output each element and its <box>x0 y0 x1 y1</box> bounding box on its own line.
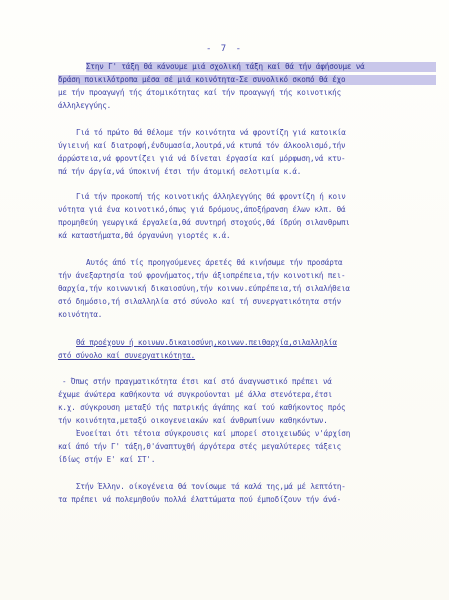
text-line: ίδίως στήν Ε' καί ΣΤ'. <box>58 455 156 464</box>
text-line: κ.χ. σύγκρουση μεταξύ τής πατρικής άγάπης καί τού καθήκοντος πρός <box>58 403 346 412</box>
text-line: Αυτός άπό τίς προηγούμενες άρετές θά κινήσωμε τήν προσάρτα <box>86 258 343 267</box>
text-line: δράση ποικιλότροπα μέσα σέ μιά κοινότητα-Σε συνολικό σκοπό θά έχο <box>58 75 436 85</box>
text-line: άλληλεγγύης. <box>58 101 112 110</box>
text-line: στό δημόσιο,τή σιλαλληλία στό σύνολο καί τή συνεργατικότητα στήν <box>58 297 341 306</box>
page-number: - 7 - <box>205 44 244 54</box>
text-line: κοινότητα. <box>58 310 103 319</box>
text-line: Γιά τήν προκοπή τής κοινοτικής άλληλεγγύης θά φροντίζη ή κοιν <box>76 192 346 201</box>
text-line: - Όπως στήν πραγματικότητα έτσι καί στό άναγνωστικό πρέπει νά <box>62 377 332 386</box>
text-line: Στήν Έλλην. οίκογένεια θά τονίσωμε τά καλά της,μά μέ λεπτότη- <box>76 482 346 491</box>
text-line: στό σύνολο καί συνεργατικότητα. <box>58 351 196 360</box>
text-line: Στην Γ' τάξη θά κάνουμε μιά σχολική τάξη καί θά τήν άφήσουμε νά <box>86 62 436 72</box>
text-line: νότητα γιά ένα κοινοτικό,όπως γιά δρόμους,άποξήρανση έλων κλπ. θά <box>58 205 346 214</box>
text-line: καί άπό τήν Γ' τάξη,θ'άναπτυχθή άργότερα στές μεγαλύτερες τάξεις <box>58 442 341 451</box>
text-line: κά καταστήματα,θά όργανώνη γιορτές κ.ά. <box>58 231 231 240</box>
text-line: ύγιεινή καί διατροφή,ένδυμασία,λουτρά,νά κτυπά τόν άλκοολισμό,τήν <box>58 141 346 150</box>
text-line: τήν άνεξαρτησία τού φρονήματος,τήν άξιοπρέπεια,τήν κοινοτική πει- <box>58 271 346 280</box>
text-line: τήν κοινότητα,μεταξύ οικογενειακών καί άνθρωπίνων καθηκόντων. <box>58 416 328 425</box>
text-line: άρρώστεια,νά φροντίζει γιά νά δίνεται έργασία καί μόρφωση,νά κτυ- <box>58 154 346 163</box>
text-line: έχωμε άνώτερα καθήκοντα νά συγκρούονται μέ άλλα στενότερα,έτσι <box>58 390 333 399</box>
text-line: θαρχία,τήν κοινωνική δικαιοσύνη,τήν κοινων.εύπρέπεια,τή σιλαλήθεια <box>58 284 350 293</box>
text-line: Θά προέχουν ή κοινων.δικαιοσύνη,κοινων.πειθαρχία,σιλαλληλία <box>76 338 337 347</box>
text-line: με τήν προαγωγή τής άτομικότητας καί τήν προαγωγή τής κοινοτικής <box>58 88 341 97</box>
text-line: πά τήν άργία,νά ύποκινή έτσι τήν άτομική σελοτιμία κ.ά. <box>58 167 302 176</box>
text-line: Γιά τό πρώτο θά θέλομε τήν κοινότητα νά φροντίζη γιά κατοικία <box>76 128 346 137</box>
text-line: Ένοείται ότι τέτοια σύγκρουσις καί μπορεί στοιχειωδώς ν'άρχίση <box>76 429 351 438</box>
text-line: προμηθεύη γεωργικά έργαλεία,θά συντηρή στοχούς,θά ίδρύη σιλανθρωπι <box>58 218 350 227</box>
text-line: τα πρέπει νά πολεμηθούν πολλά έλαττώματα πού έμποδίζουν τήν άνά- <box>58 495 341 504</box>
